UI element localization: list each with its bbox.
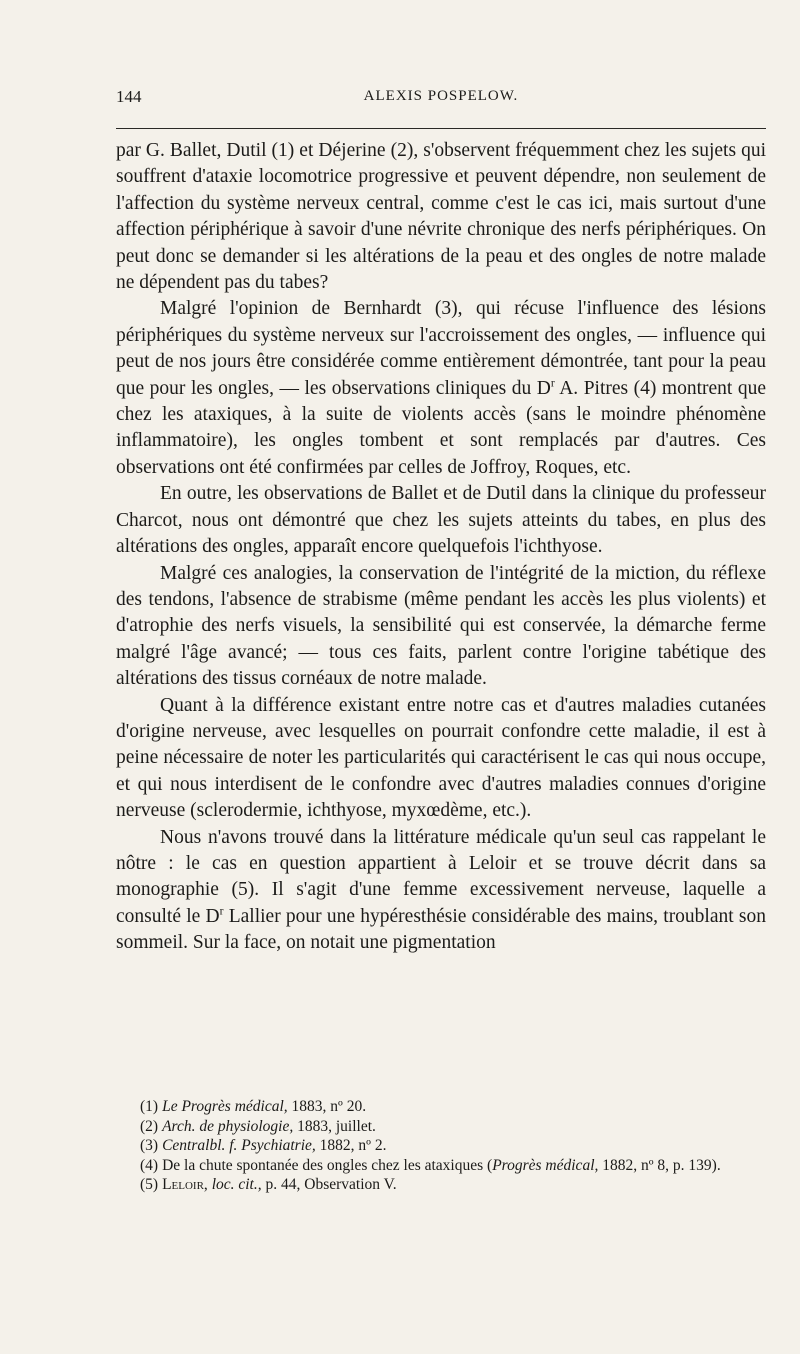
footnote: (1) Le Progrès médical, 1883, nº 20. bbox=[140, 1098, 367, 1115]
paragraph: Quant à la différence existant entre notre cas et d'autres maladies cutanées d'origine nerveuse, avec lesquelles on pourrait confondre cette maladie, il est à peine nécessaire de noter les particularités qui caractérisent le cas qui nous occupe, et qui nous interdisent de le confondre avec d'autres maladies connues d'origine nerveuse (sclerodermie, ichthyose, myxœdème, etc.). bbox=[116, 694, 766, 822]
footnote: (5) Leloir, loc. cit., p. 44, Observation V. bbox=[140, 1176, 397, 1194]
paragraph: Malgré ces analogies, la conservation de l'intégrité de la miction, du réflexe des tendons, l'absence de strabisme (même pendant les accès les plus violents) et d'atrophie des nerfs visuels, la sensibilité qui est conservée, la démarche ferme malgré l'âge avancé; — tous ces faits, parlent contre l'origine tabétique des altérations des tissus cornéaux de notre malade. bbox=[116, 562, 766, 690]
header-rule bbox=[116, 128, 766, 129]
body-text bbox=[116, 138, 766, 957]
footnote: (3) Centralbl. f. Psychiatrie, 1882, nº 2. bbox=[140, 1137, 387, 1155]
footnote: (4) De la chute spontanée des ongles chez les ataxiques (Progrès médical, 1882, nº 8, p. 139). bbox=[140, 1156, 721, 1174]
paragraph: Nous n'avons trouvé dans la littérature médicale qu'un seul cas rappelant le nôtre : le cas en question appartient à Leloir et se trouve décrit dans sa monographie (5). Il s'agit d'une femme excessivement nerveuse, laquelle a consulté le $D^r$ Lallier pour une hypéresthésie considérable des mains, troublant son sommeil. Sur la face, on notait une pigmentation bbox=[116, 826, 766, 954]
page-number: 144 bbox=[116, 87, 142, 106]
footnote: (2) Arch. de physiologie, 1883, juillet. bbox=[140, 1117, 376, 1135]
paragraph: par G. Ballet, Dutil (1) et Déjerine (2), s'observent fréquemment chez les sujets qui souffrent d'ataxie locomotrice progressive et peuvent dépendre, non seulement de l'affection du système nerveux central, comme c'est le cas ici, mais surtout d'une affection périphérique à savoir d'une névrite chronique des nerfs périphériques. On peut donc se demander si les altérations de la peau et des ongles de notre malade ne dépendent pas du tabes? bbox=[116, 140, 766, 294]
paragraph: En outre, les observations de Ballet et de Dutil dans la clinique du professeur Charcot, nous ont démontré que chez les sujets atteints du tabes, en plus des altérations des ongles, apparaît encore quelquefois l'ichthyose. bbox=[116, 483, 766, 558]
footnotes bbox=[116, 1097, 766, 1195]
paragraph: Malgré l'opinion de Bernhardt (3), qui récuse l'influence des lésions périphériques du système nerveux sur l'accroissement des ongles, — influence qui peut de nos jours être considérée comme entièrement démontrée, tant pour la peau que pour les ongles, — les observations cliniques du $D^r$ A. Pitres (4) montrent que chez les ataxiques, à la suite de violents accès (sans le moindre phénomène inflammatoire), les ongles tombent et sont remplacés par d'autres. Ces observations ont été confirmées par celles de Joffroy, Roques, etc. bbox=[116, 298, 766, 478]
page-header bbox=[116, 87, 766, 113]
running-head: ALEXIS POSPELOW. bbox=[363, 88, 519, 104]
